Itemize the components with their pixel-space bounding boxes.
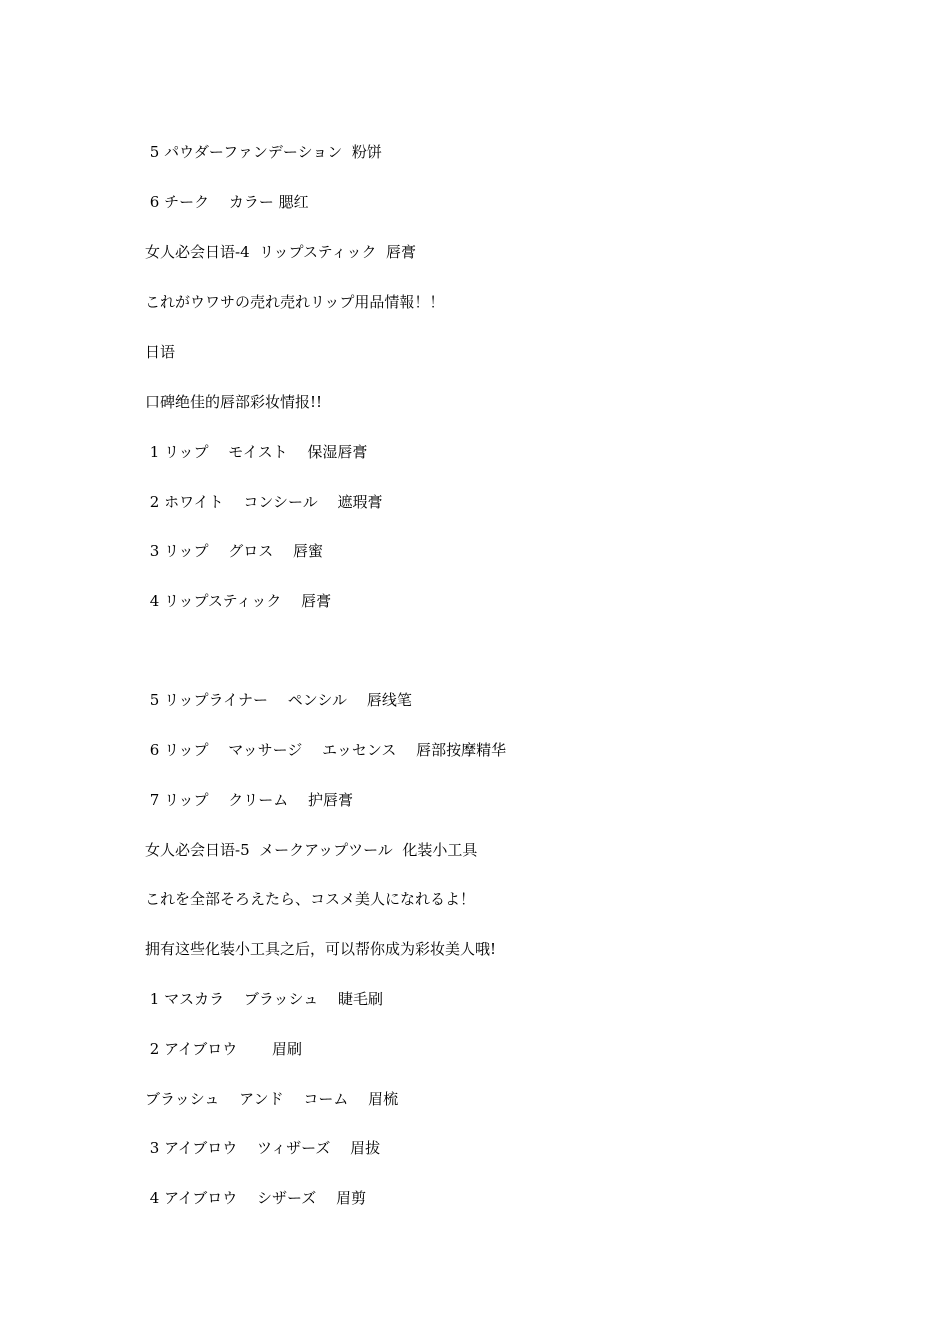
- list-item: 3 アイブロウ ツィザーズ 眉拔: [145, 1139, 381, 1157]
- list-item: 4 アイブロウ シザーズ 眉剪: [145, 1189, 367, 1207]
- list-item: 3 リップ グロス 唇蜜: [145, 542, 324, 560]
- list-item: 6 リップ マッサージ エッセンス 唇部按摩精华: [145, 741, 507, 759]
- list-item: 1 マスカラ ブラッシュ 睫毛刷: [145, 990, 384, 1008]
- text-line: これがウワサの売れ売れリップ用品情報！！: [145, 293, 445, 311]
- text-line: 口碑绝佳的唇部彩妆情报!!: [145, 393, 323, 411]
- section-heading: 女人必会日语-5 メークアップツール 化装小工具: [145, 841, 478, 859]
- text-line: 5 パウダーファンデーション 粉饼: [145, 143, 382, 161]
- list-item: 2 ホワイト コンシール 遮瑕膏: [145, 493, 383, 511]
- list-item: 7 リップ クリーム 护唇膏: [145, 791, 354, 809]
- list-item: ブラッシュ アンド コーム 眉梳: [145, 1090, 399, 1108]
- list-item: 5 リップライナー ペンシル 唇线笔: [145, 691, 412, 709]
- text-line: 6 チーク カラー 腮红: [145, 193, 309, 211]
- text-line: 拥有这些化装小工具之后，可以帮你成为彩妆美人哦!: [145, 940, 497, 958]
- section-heading: 女人必会日语-4 リップスティック 唇膏: [145, 243, 416, 261]
- list-item: 4 リップスティック 唇膏: [145, 592, 332, 610]
- list-item: 1 リップ モイスト 保湿唇膏: [145, 443, 368, 461]
- text-line: 日语: [145, 343, 176, 361]
- text-line: これを全部そろえたら、コスメ美人になれるよ！: [145, 890, 476, 908]
- list-item: 2 アイブロウ 眉刷: [145, 1040, 303, 1058]
